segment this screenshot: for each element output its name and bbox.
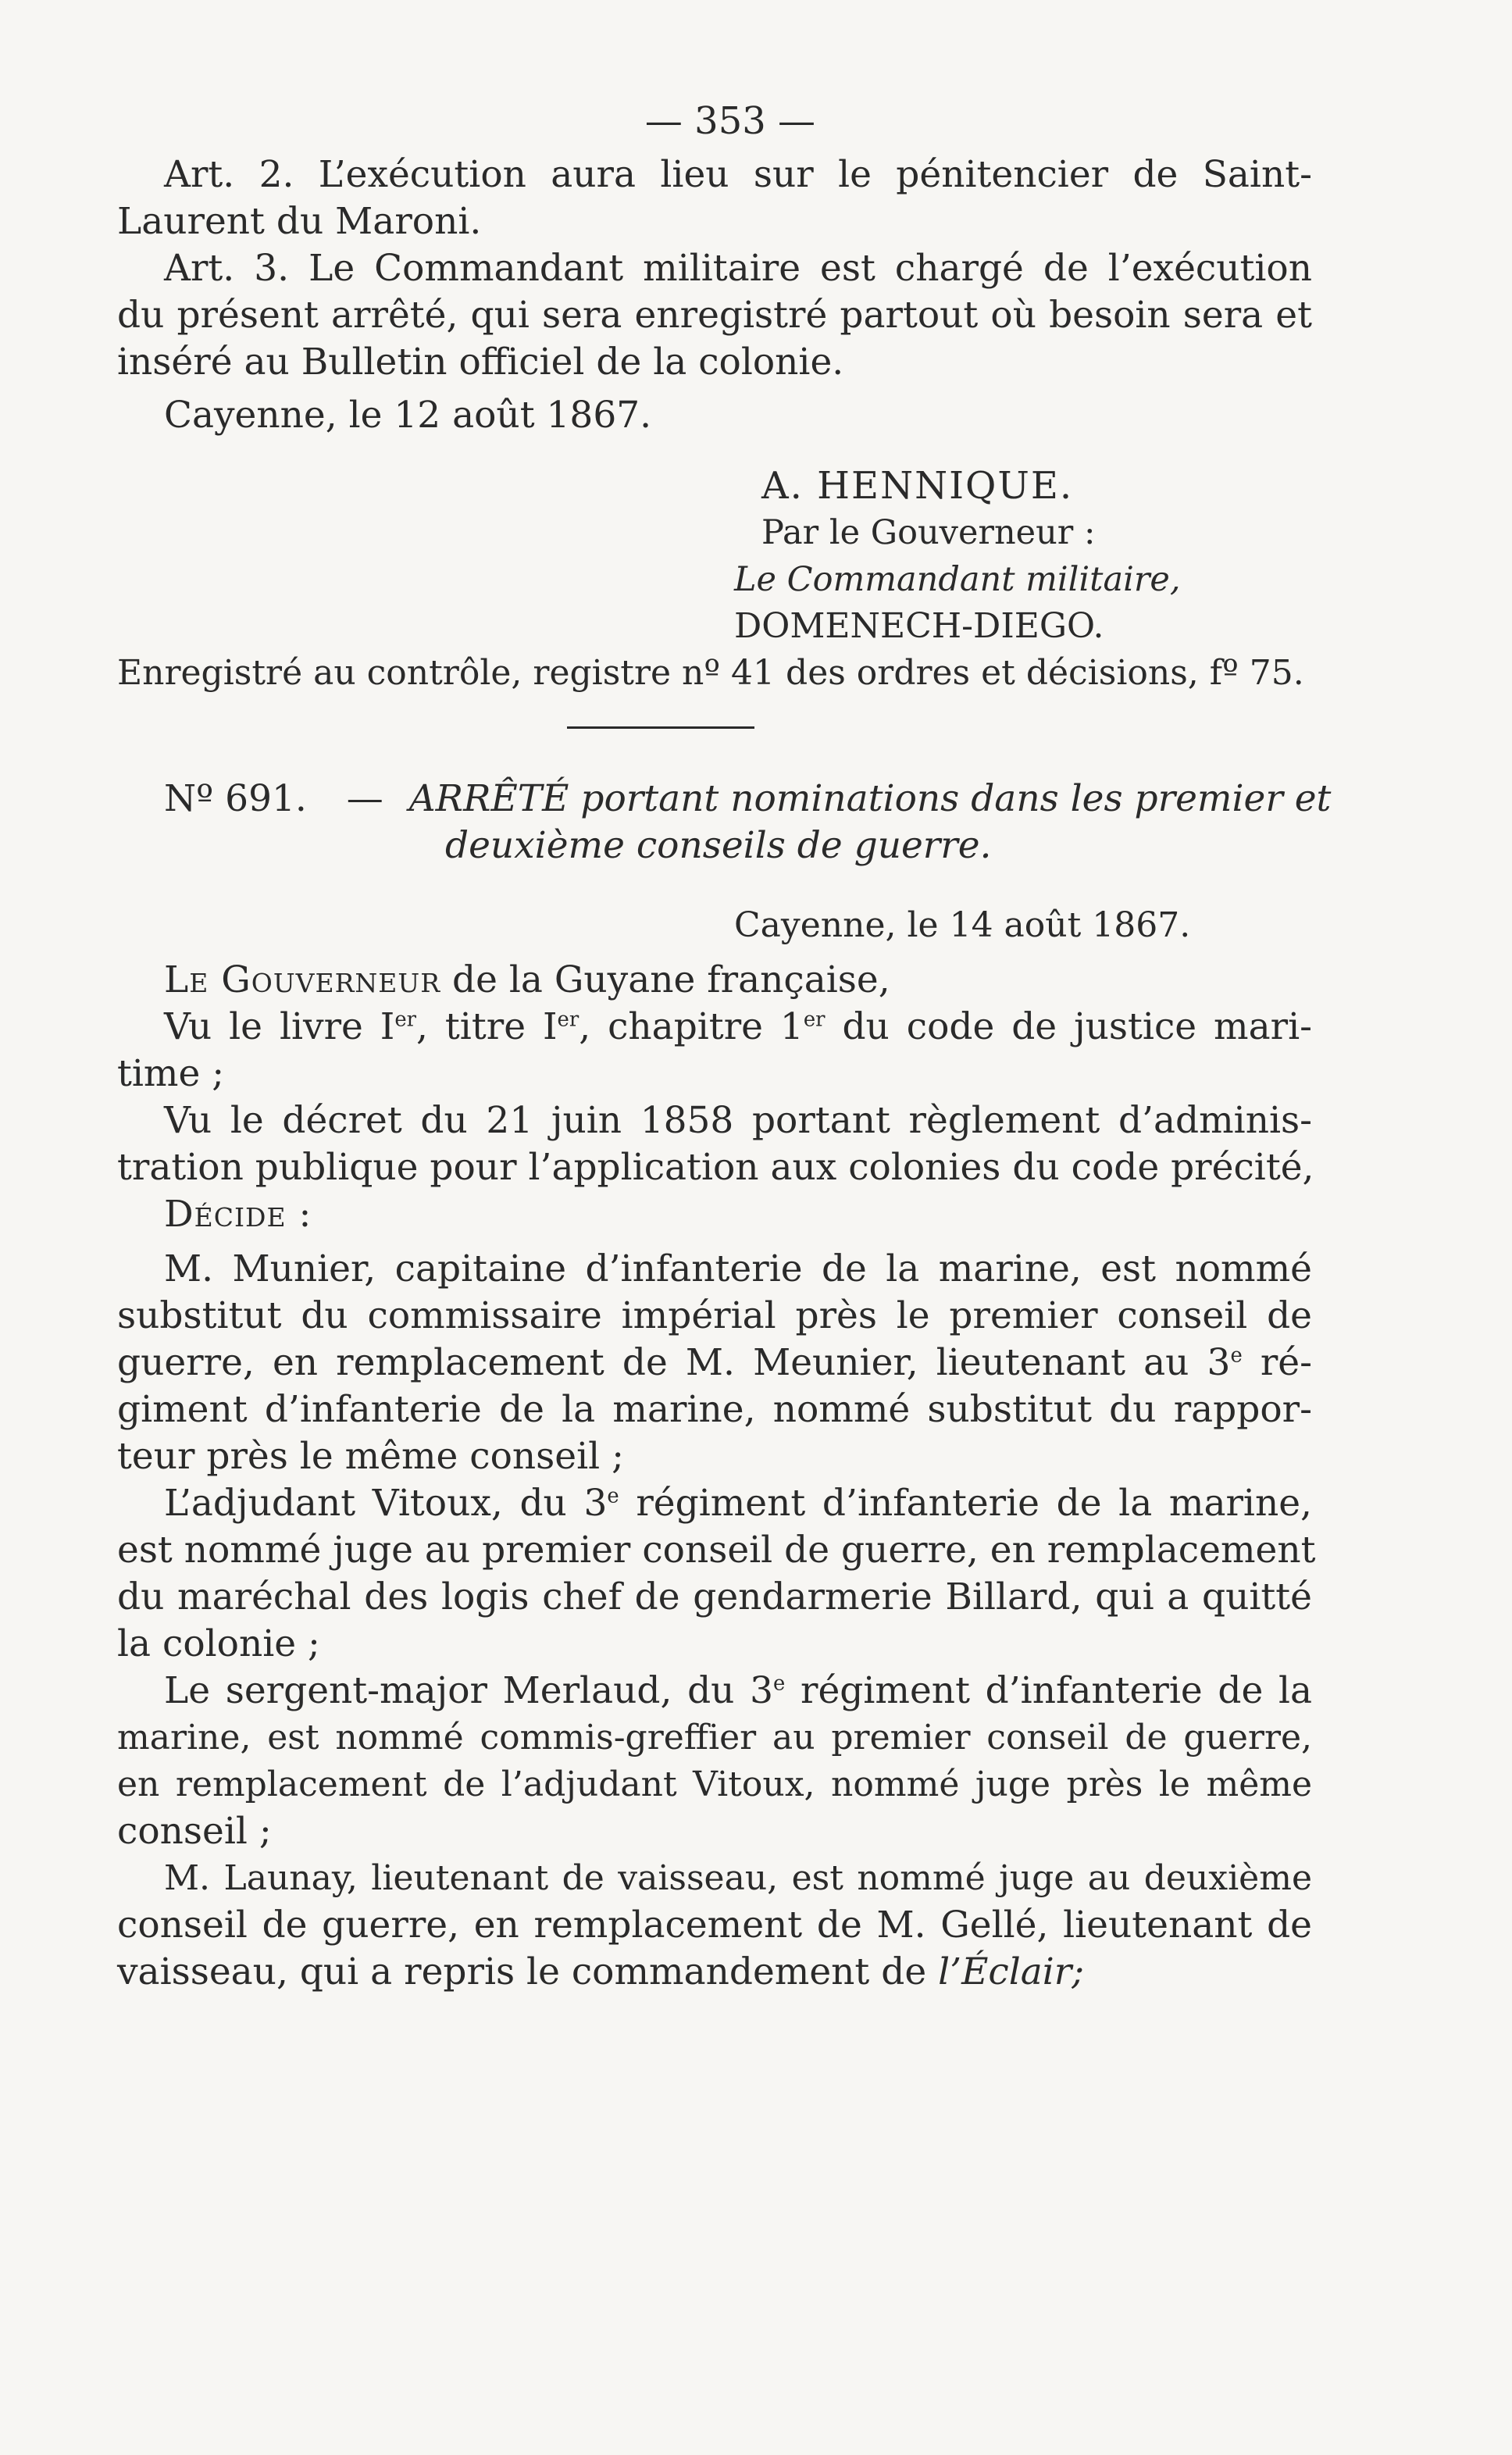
body-text: régiment d’infanterie de la [785,1669,1312,1712]
page-number: — 353 — [644,99,816,143]
body-line: conseil de guerre, en remplacement de M. Gellé, lieutenant de [117,1904,1312,1947]
act-title-line [117,776,1332,822]
body-text: ré- [1242,1341,1312,1384]
body-text: régiment d’infanterie de la marine, [619,1482,1312,1525]
ship-name: l’Éclair; [938,1950,1085,1993]
act-number: Nº 691. [164,777,307,820]
vu-line: Vu le décret du 21 juin 1858 portant règlement d’adminis- [164,1099,1312,1142]
signing-date: Cayenne, le 12 août 1867. [164,394,652,437]
superscript: er [803,1008,826,1032]
body-line [117,1668,1312,1715]
act-dash: — [346,777,383,820]
body-line: M. Launay, lieutenant de vaisseau, est nommé juge au deuxième [164,1858,1312,1898]
body-line: giment d’infanterie de la marine, nommé substitut du rappor- [117,1388,1312,1431]
body-line: marine, est nommé commis-greffier au premier conseil de guerre, [117,1718,1312,1757]
article-block [117,152,1312,439]
governor-signature: A. HENNIQUE. [761,464,1074,508]
vu-text: Vu le livre I [164,1005,395,1048]
body-line: conseil ; [117,1810,272,1853]
body-line: M. Munier, capitaine d’infanterie de la marine, est nommé [164,1247,1312,1290]
body-line: en remplacement de l’adjudant Vitoux, nommé juge près le même [117,1765,1312,1804]
body-line: substitut du commissaire impérial près le premier conseil de [117,1294,1312,1337]
body-line: teur près le même conseil ; [117,1435,624,1478]
act-date: Cayenne, le 14 août 1867. [734,905,1191,945]
vu-text: , titre I [416,1005,558,1048]
act-title-line: deuxième conseils de guerre. [445,824,992,867]
vu-text: , chapitre 1 [579,1005,804,1048]
signature-by: Par le Gouverneur : [761,513,1096,552]
superscript: e [773,1672,786,1696]
governor-rest: de la Guyane française, [440,958,890,1001]
governor-title: Le Gouverneur [164,958,441,1001]
registration-line: Enregistré au contrôle, registre nº 41 des ordres et décisions, fº 75. [117,653,1304,693]
body-text: guerre, en remplacement de M. Meunier, lieutenant au 3 [117,1341,1231,1384]
art3-line: Art. 3. Le Commandant militaire est chargé de l’exécution [164,247,1312,290]
registration-note [117,650,1312,697]
superscript: er [557,1008,579,1032]
act-title: ARRÊTÉ portant nominations dans les premier et [408,777,1332,820]
body-line: du maréchal des logis chef de gendarmerie Billard, qui a quitté [117,1575,1312,1618]
body-text: L’adjudant Vitoux, du 3 [164,1482,608,1525]
superscript: er [394,1008,417,1032]
signature-role: Le Commandant militaire, [734,560,1181,599]
body-text: vaisseau, qui a repris le commandement de [117,1950,939,1993]
decision-body [117,1246,1316,1996]
decide-line: Décide : [164,1193,312,1236]
art2-line: Laurent du Maroni. [117,200,482,243]
act-heading [117,776,1332,949]
body-line [117,1949,1312,1996]
document-page [117,94,1332,1996]
body-line: est nommé juge au premier conseil de guerre, en remplacement [117,1529,1316,1572]
body-line [117,1480,1312,1527]
vu-text: du code de justice mari- [825,1005,1313,1048]
section-divider [567,726,754,729]
body-line [117,1340,1312,1386]
governor-line [117,957,1312,1004]
art3-line: du présent arrêté, qui sera enregistré partout où besoin sera et [117,294,1312,337]
vu-line [117,1004,1312,1051]
vu-line: time ; [117,1052,225,1095]
superscript: e [607,1484,619,1508]
art2-line: Art. 2. L’exécution aura lieu sur le pénitencier de Saint- [164,153,1312,196]
body-line: la colonie ; [117,1622,320,1665]
body-text: Le sergent-major Merlaud, du 3 [164,1669,774,1712]
art3-line: inséré au Bulletin officiel de la colonie. [117,341,844,384]
countersignature: DOMENECH-DIEGO. [734,606,1104,646]
vu-line: tration publique pour l’application aux colonies du code précité, [117,1146,1314,1189]
signature-block [117,462,1312,650]
superscript: e [1230,1343,1243,1368]
preamble [117,957,1312,1238]
